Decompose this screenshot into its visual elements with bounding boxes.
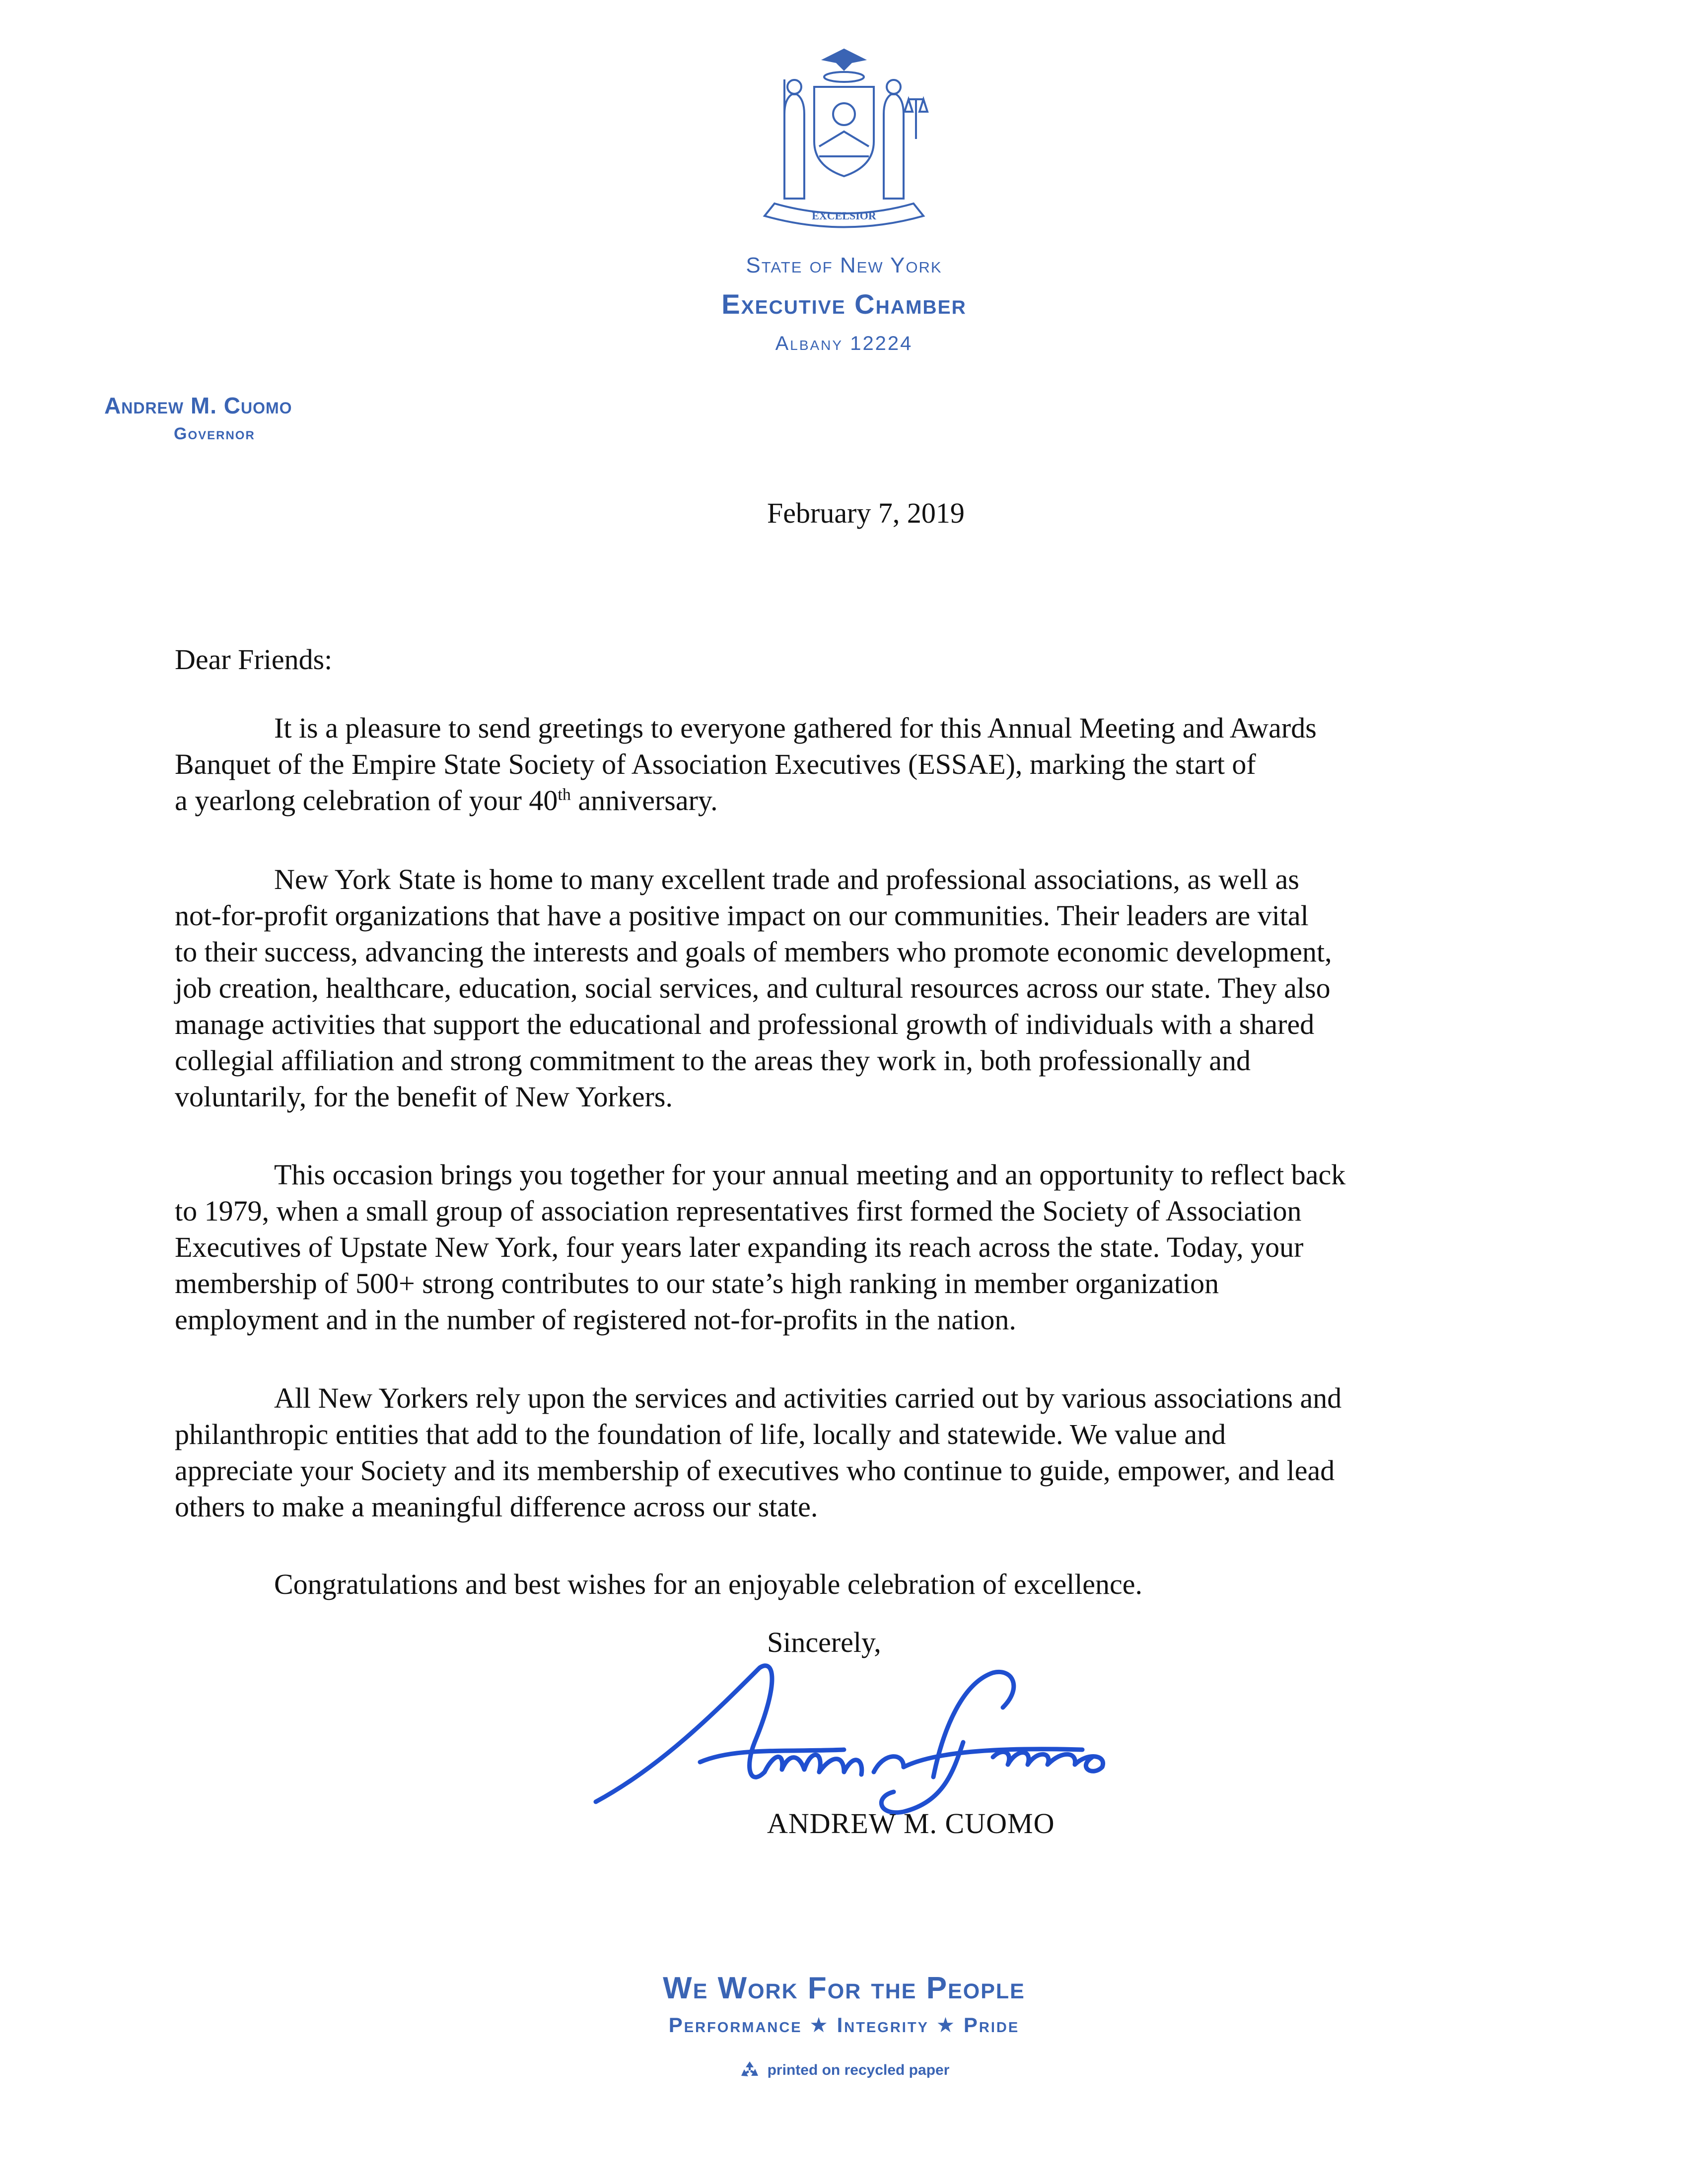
paragraph-text: a yearlong celebration of your 40 (175, 784, 558, 817)
ordinal-suffix: th (558, 785, 571, 804)
recycled-paper-note (0, 2060, 1688, 2082)
governor-title: Governor (174, 424, 255, 443)
paragraph-line: to their success, advancing the interests and goals of members who promote economic development, (175, 936, 1332, 968)
paragraph-line: appreciate your Society and its membership of executives who continue to guide, empower, and lead (175, 1454, 1335, 1487)
paragraph-line: This occasion brings you together for your annual meeting and an opportunity to reflect back (274, 1159, 1346, 1191)
paragraph-line: employment and in the number of registered not-for-profits in the nation. (175, 1303, 1016, 1336)
signature-icon (586, 1653, 1172, 1832)
paragraph-line: others to make a meaningful difference across our state. (175, 1491, 818, 1523)
paragraph-line: philanthropic entities that add to the foundation of life, locally and statewide. We value and (175, 1418, 1226, 1450)
letterhead-executive-chamber: Executive Chamber (721, 288, 967, 320)
paragraph-1 (175, 710, 1490, 819)
letter-date: February 7, 2019 (767, 497, 965, 529)
paragraph-line: Executives of Upstate New York, four years later expanding its reach across the state. Today, your (175, 1231, 1304, 1263)
paragraph-line: Banquet of the Empire State Society of Association Executives (ESSAE), marking the start of (175, 748, 1256, 780)
paragraph-line (175, 782, 1490, 819)
paragraph-line: All New Yorkers rely upon the services and activities carried out by various associations and (274, 1382, 1342, 1414)
seal-motto: EXCELSIOR (812, 209, 876, 222)
letter-salutation: Dear Friends: (175, 643, 333, 676)
paragraph-line: not-for-profit organizations that have a positive impact on our communities. Their leaders are vital (175, 899, 1309, 932)
paragraph-2 (175, 861, 1490, 1115)
letterhead-city: Albany 12224 (775, 333, 913, 354)
recycled-paper-text: printed on recycled paper (767, 2061, 950, 2078)
paragraph-line: manage activities that support the educational and professional growth of individuals with a shared (175, 1008, 1315, 1040)
paragraph-4 (175, 1380, 1490, 1525)
recycle-icon (739, 2060, 761, 2082)
footer-motto: We Work For the People (663, 1971, 1025, 2005)
governor-name: Andrew M. Cuomo (104, 393, 292, 418)
paragraph-5 (175, 1566, 1490, 1602)
paragraph-text: anniversary. (570, 784, 718, 817)
paragraph-line: to 1979, when a small group of association representatives first formed the Society of Association (175, 1195, 1302, 1227)
paragraph-line: collegial affiliation and strong commitment to the areas they work in, both professionally and (175, 1044, 1251, 1077)
paragraph-line: voluntarily, for the benefit of New Yorkers. (175, 1081, 673, 1113)
signer-name: ANDREW M. CUOMO (767, 1807, 1055, 1840)
letterhead-state: State of New York (746, 253, 942, 277)
footer-values: Performance ★ Integrity ★ Pride (668, 2013, 1020, 2037)
paragraph-3 (175, 1157, 1490, 1338)
state-seal-icon (745, 40, 943, 238)
paragraph-line: Congratulations and best wishes for an enjoyable celebration of excellence. (274, 1568, 1143, 1600)
paragraph-line: job creation, healthcare, education, social services, and cultural resources across our state. They also (175, 972, 1331, 1004)
paragraph-line: It is a pleasure to send greetings to everyone gathered for this Annual Meeting and Awards (274, 712, 1317, 744)
paragraph-line: membership of 500+ strong contributes to our state’s high ranking in member organization (175, 1267, 1219, 1299)
paragraph-line: New York State is home to many excellent trade and professional associations, as well as (274, 863, 1299, 895)
letter-closing: Sincerely, (767, 1626, 881, 1658)
